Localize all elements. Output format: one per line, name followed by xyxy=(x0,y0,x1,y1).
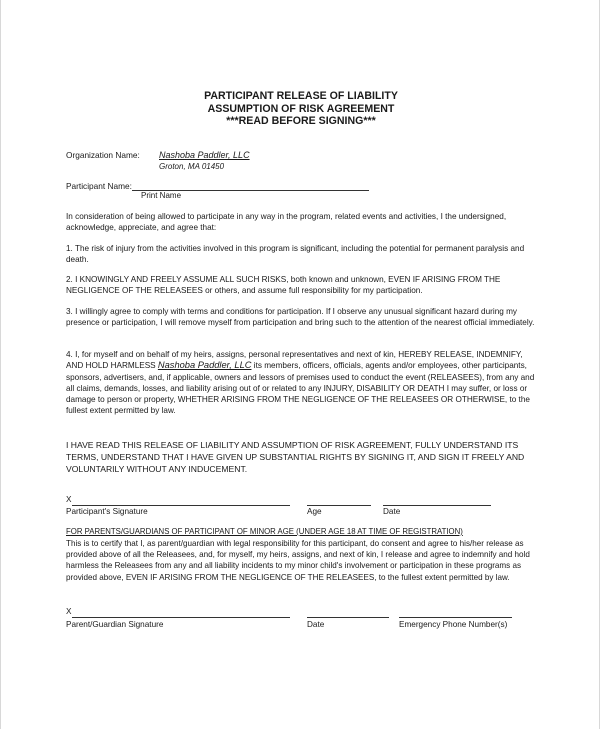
emergency-phone-label: Emergency Phone Number(s) xyxy=(399,620,508,629)
clause-2: 2. I KNOWINGLY AND FREELY ASSUME ALL SUCH RISKS, both known and unknown, EVEN IF ARISING FROM THE NEGLIGENCE OF THE RELEASEES or others, and assume full responsibility for my participation. xyxy=(66,275,501,296)
guardian-date-label: Date xyxy=(307,620,325,629)
clause-1: 1. The risk of injury from the activities involved in this program is significant, including the potential for permanent paralysis and death. xyxy=(66,244,525,265)
form-header xyxy=(1,90,600,128)
clause-4-part-a: 4. I, for myself and on behalf of my heirs, assigns, personal representatives and next of kin, HEREBY RELEASE, INDEMNIFY, AND HOLD HARMLESS xyxy=(66,350,523,371)
organization-label: Organization Name: xyxy=(66,150,140,160)
participant-name-row xyxy=(66,181,369,191)
guardian-paragraph: This is to certify that I, as parent/guardian with legal responsibility for this participant, do consent and agree to his/her release as provided above of all the Releasees, and, for myself, my heirs, assigns, and next of kin, I release and agree to indemnify and hold harmless the Releasees from any and all liability incidents to my minor child's involvement or participation in these programs as provided above, EVEN IF ARISING FROM THE NEGLIGENCE OF THE RELEASEES, to the fullest extent permitted by law. xyxy=(66,539,530,582)
organization-name: Nashoba Paddler, LLC xyxy=(159,150,250,160)
print-name-label: Print Name xyxy=(141,191,182,200)
guardian-date-line[interactable] xyxy=(307,617,389,618)
emergency-phone-line[interactable] xyxy=(399,617,512,618)
guardian-x-mark: X xyxy=(66,607,72,616)
participant-signature-label: Participant's Signature xyxy=(66,507,148,516)
age-line[interactable] xyxy=(307,505,371,506)
participant-x-mark: X xyxy=(66,495,72,504)
form-title: PARTICIPANT RELEASE OF LIABILITY xyxy=(204,90,398,102)
clause-4 xyxy=(66,349,541,417)
participant-signature-line[interactable] xyxy=(72,505,290,506)
clause-3: 3. I willingly agree to comply with terms and conditions for participation. If I observe any unusual significant hazard during my presence or participation, I will remove myself from participation and bring such to the attention of the nearest official immediately. xyxy=(66,307,535,328)
participant-name-label: Participant Name: xyxy=(66,181,132,191)
participant-date-line[interactable] xyxy=(383,505,491,506)
intro-paragraph: In consideration of being allowed to participate in any way in the program, related events and activities, I the undersigned, acknowledge, appreciate, and agree that: xyxy=(66,212,507,233)
form-notice: ***READ BEFORE SIGNING*** xyxy=(226,115,376,127)
participant-date-label: Date xyxy=(383,507,401,516)
age-label: Age xyxy=(307,507,322,516)
organization-address: Groton, MA 01450 xyxy=(159,162,225,171)
clause-4-organization: Nashoba Paddler, LLC xyxy=(157,360,252,371)
acknowledgment-paragraph: I HAVE READ THIS RELEASE OF LIABILITY AND ASSUMPTION OF RISK AGREEMENT, FULLY UNDERSTAND ITS TERMS, UNDERSTAND THAT I HAVE GIVEN UP SUBSTANTIAL RIGHTS BY SIGNING IT, AND SIGN IT FREELY AND VOLUNTARILY WITHOUT ANY INDUCEMENT. xyxy=(66,440,525,474)
participant-name-field[interactable] xyxy=(132,181,369,191)
guardian-heading: FOR PARENTS/GUARDIANS OF PARTICIPANT OF MINOR AGE (UNDER AGE 18 AT TIME OF REGISTRATION) xyxy=(66,527,463,536)
form-subtitle: ASSUMPTION OF RISK AGREEMENT xyxy=(207,102,395,115)
guardian-signature-label: Parent/Guardian Signature xyxy=(66,620,164,629)
guardian-signature-line[interactable] xyxy=(72,617,290,618)
clause-4-part-b: its members, officers, officials, agents and/or employees, other participants, sponsors, advertisers, and, if applicable, owners and lessors of premises used to conduct the event (RELEASEES), from any and all claims, demands, losses, and liability arising out of or related to any INJURY, DISABILITY OR DEATH I may suffer, or loss or damage to person or property, WHETHER ARISING FROM THE NEGLIGENCE OF THE RELEASEES OR OTHERWISE, to the fullest extent permitted by law. xyxy=(66,361,535,416)
